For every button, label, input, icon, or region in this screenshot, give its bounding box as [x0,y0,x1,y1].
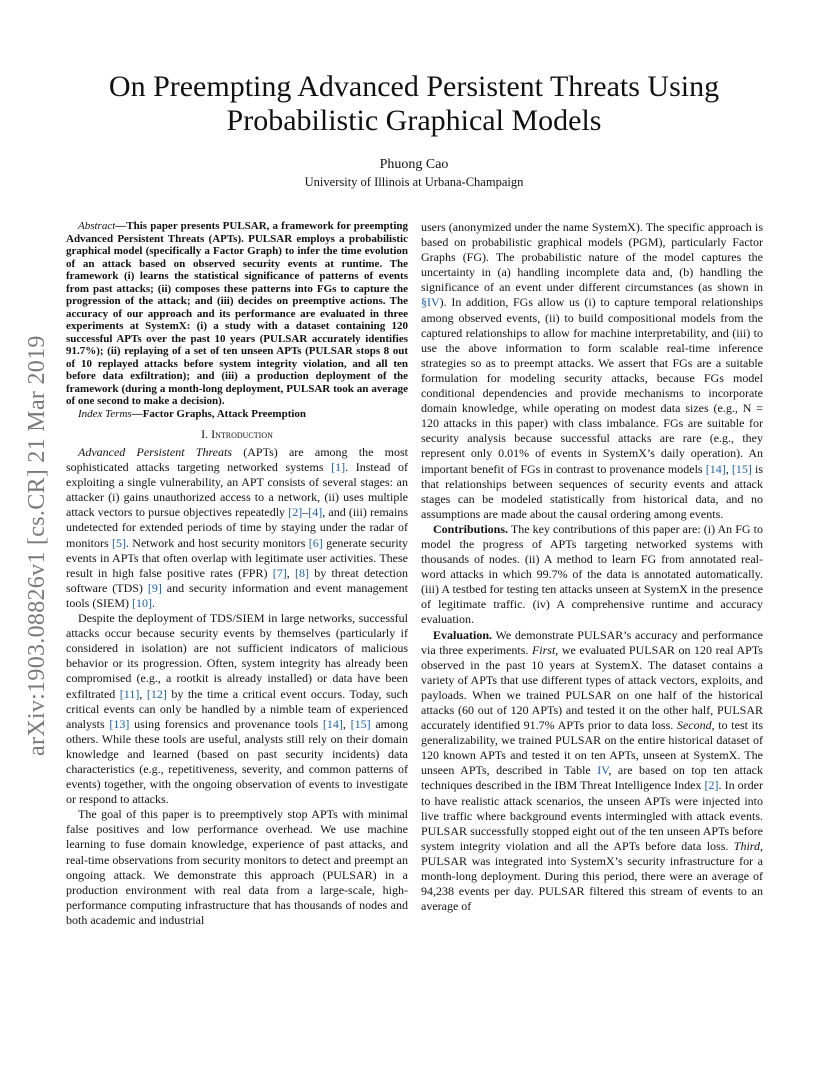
text-span: , and (iii) remains undetected for extended periods of time by staying under the radar of monitors [66,505,408,550]
citation-link[interactable]: [4] [308,505,323,520]
text-span: . Instead of exploiting a single vulnerability, an APT consists of several stages: an attacker (i) gains unauthorized access to a network, (ii) uses multiple attack vectors to pursue objectives repeatedly [66,460,408,520]
text-span: We demonstrate PULSAR’s accuracy and performance via three experiments. [421,627,763,657]
text-span: . Network and host security monitors [125,535,309,550]
index-terms-lead: Index Terms [78,407,132,420]
text-span: , [139,686,147,701]
intro-paragraph-1 [66,445,408,611]
text-span: , [342,716,351,731]
text-span: , [286,565,295,580]
abstract-text: —This paper presents PULSAR, a framework for preempting Advanced Persistent Threats (APTs). PULSAR employs a probabilistic graphical model (specifically a Factor Graph) to infer the time evolution of an attack based on observed security events at runtime. The framework (i) learns the statistical significance of patterns of events from past attacks; (ii) composes these patterns into FGs to capture the progression of the attack; and (iii) decides on preemptive actions. The accuracy of our approach and its performance are evaluated in three experiments at SystemX: (i) a study with a dataset containing 120 successful APTs over the past 10 years (PULSAR accurately identifies 91.7%); (ii) replaying of a set of ten unseen APTs (PULSAR stops 8 out of 10 replayed attacks before system integrity violation, and all ten before data exfiltration); and (iii) a production deployment of the framework (during a month-long deployment, PULSAR took an average of one second to make a decision). [66,220,408,407]
citation-link[interactable]: [12] [146,686,167,701]
right-paragraph-1 [421,220,763,522]
citation-link[interactable]: [13] [109,716,130,731]
author-name: Phuong Cao [379,157,449,172]
text-span: users (anonymized under the name SystemX). The specific approach is based on probabilistic graphical models (PGM), particularly Factor Graphs (FG). The probabilistic nature of the model captures the uncertainty in (a) handling incomplete data and, (b) handling the significance of an event under different circumstances (as shown in [421,220,763,295]
citation-link[interactable]: [8] [294,565,309,580]
text-span: , to test its generalizability, we trained PULSAR on the entire historical dataset of 120 known APTs and tested it on ten APTs, unseen at SystemX. The unseen APTs, described in Table [421,718,763,778]
left-column [66,220,408,928]
citation-link[interactable]: [2] [704,778,719,793]
text-span: by threat detection software (TDS) [66,565,409,595]
citation-link[interactable]: [11] [119,686,140,701]
text-span: Despite the deployment of TDS/SIEM in large networks, successful attacks occur because security events by themselves (particularly if considered in isolation) are not sufficient indicators of malicious behavior or its progression. Often, system integrity has already been compromised (e.g., a rootkit is already installed) or data have been exfiltrated [66,611,408,701]
section-heading-introduction: I. Introduction [201,427,273,441]
intro-term-apt: Advanced Persistent Threats [78,445,233,459]
abstract-lead: Abstract [78,220,116,232]
index-terms [66,408,408,421]
paper-title: On Preempting Advanced Persistent Threats Using Probabilistic Graphical Models [108,70,720,137]
text-span: generate security events in APTs that often overlap with legitimate user activities. These result in high false positive rates (FPR) [66,535,409,580]
citation-link[interactable]: [10] [132,595,152,610]
text-span: . In order to have realistic attack scenarios, the unseen APTs were injected into live traffic where background events intermingled with attack events. PULSAR successfully stopped eight out of the ten unseen APTs before system integrity violation and all the APTs before data loss. [421,778,763,853]
text-span: . [152,595,155,610]
evaluation-paragraph [421,628,763,915]
table-link[interactable]: IV [597,763,609,778]
citation-link[interactable]: [9] [147,580,162,595]
abstract [66,220,408,408]
citation-link[interactable]: [6] [308,535,323,550]
section-link[interactable]: §IV [421,295,440,310]
text-span: ). In addition, FGs allow us (i) to capture temporal relationships among observed events, (ii) to build compositional models from the captured relationships to allow for machine interpretability, and (iii) to use the above information to form scalable real-time inference strategies so as to preempt attacks. We assert that FGs are a suitable formulation for modeling security attacks, because FGs model conditional dependencies and provide mechanisms to incorporate domain knowledge, while operating on modest data sizes (e.g., N = 120 attacks in this paper) with class imbalance. FGs are suitable for security analysis because successful attacks are rare (e.g., they represent only 0.01% of events in SystemX’s daily operation). An important benefit of FGs in contrast to provenance models [421,295,763,476]
text-span: , [725,461,732,476]
emphasis: Third [733,838,760,853]
emphasis: Second [676,718,712,733]
text-span: – [302,505,309,520]
index-terms-text: —Factor Graphs, Attack Preemption [131,407,307,420]
text-span: , are based on top ten attack techniques described in the IBM Threat Intelligence Index [421,763,763,793]
evaluation-lead: Evaluation. [433,627,493,642]
text-span: by the time a critical event occurs. Today, such critical events can only be handled by a nimble team of experienced analysts [66,686,409,731]
text-span: , we evaluated PULSAR on 120 real APTs observed in the past 10 years at SystemX. The dataset contains a variety of APTs that use different types of attack vectors, exploits, and payloads. When we trained PULSAR on one half of the historical attacks (60 out of 120 APTs) and tested it on the other half, PULSAR accurately identified 91.7% APTs prior to data loss. [421,642,763,733]
author-affiliation: University of Illinois at Urbana-Champaign [304,175,524,189]
right-column [421,220,763,914]
text-span: (APTs) are among the most sophisticated attacks targeting networked systems [66,445,408,475]
citation-link[interactable]: [14] [322,716,343,731]
text-span: The key contributions of this paper are: (i) An FG to model the progress of APTs targeting networked systems with thousands of nodes. (ii) A method to learn FG from annotated real-word attacks in which 99.7% of the data is annotated automatically. (iii) A testbed for testing ten attacks unseen at SystemX in the presence of legitimate traffic. (iv) A comprehensive runtime and accuracy evaluation. [421,521,763,627]
emphasis: First [531,642,556,657]
text-span: among others. While these tools are useful, analysts still rely on their domain knowledge and learned (based on past security incidents) data characteristics (e.g., repetitiveness, severity, and common patterns of events) together, with the ongoing observation of events to investigate or respond to attacks. [66,716,408,807]
intro-paragraph-3: The goal of this paper is to preemptively stop APTs with minimal false positives and low performance overhead. We use machine learning to fuse domain knowledge, experience of past attacks, and real-time observations from security monitors to detect and preempt an ongoing attack. We demonstrate this approach (PULSAR) in a production environment with real data from a large-scale, high-performance computing infrastructure that has thousands of nodes and both academic and industrial [66,807,408,927]
citation-link[interactable]: [14] [705,461,726,476]
text-span: is that relationships between sequences of security events and attack stages can be modeled statistically from historical data, and no assumptions are made about the causal ordering among events. [421,461,763,521]
citation-link[interactable]: [15] [350,716,371,731]
citation-link[interactable]: [5] [111,535,126,550]
text-span: and security information and event management tools (SIEM) [66,580,408,610]
contributions-paragraph [421,522,763,628]
text-span: using forensics and provenance tools [129,716,323,731]
citation-link[interactable]: [15] [731,461,752,476]
text-span: , PULSAR was integrated into SystemX’s security infrastructure for a month-long deployment. During this period, there were an average of 94,238 events per day. PULSAR filtered this stream of events to an average of [421,838,763,914]
contributions-lead: Contributions. [433,521,509,536]
citation-link[interactable]: [1] [331,460,346,475]
intro-paragraph-2 [66,611,408,807]
arxiv-stamp[interactable]: arXiv:1903.08826v1 [cs.CR] 21 Mar 2019 [24,335,50,756]
citation-link[interactable]: [7] [272,565,287,580]
citation-link[interactable]: [2] [288,505,303,520]
